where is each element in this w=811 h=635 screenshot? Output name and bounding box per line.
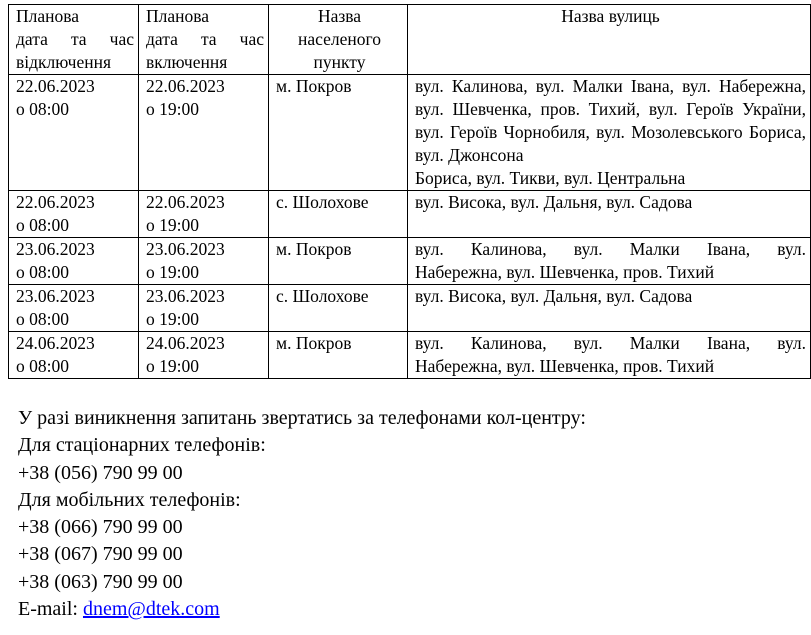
- off-time: о 08:00: [16, 215, 69, 235]
- on-date: 23.06.2023: [146, 239, 225, 259]
- header-on-line: включення: [146, 52, 228, 72]
- call-center-contacts: [18, 405, 586, 623]
- on-time: о 19:00: [146, 99, 199, 119]
- off-datetime-cell: [9, 238, 139, 285]
- header-settlement-line: Назва: [317, 6, 362, 26]
- on-date: 23.06.2023: [146, 286, 225, 306]
- mobile-phone: +38 (066) 790 99 00: [18, 516, 183, 539]
- off-time: о 08:00: [16, 356, 69, 376]
- header-on-datetime: [139, 5, 269, 75]
- streets-text: вул. Калинова, вул. Малки Івана, вул. Набережна, вул. Шевченка, пров. Тихий, вул. Героїв України, вул. Героїв Чорнобиля, вул. Мозолевського Бориса, вул. Джонсона: [415, 76, 806, 165]
- on-datetime-cell: [139, 191, 269, 238]
- header-settlement: [269, 5, 408, 75]
- email-link[interactable]: dnem@dtek.com: [82, 598, 220, 621]
- streets-cell: [408, 238, 811, 285]
- email-line: [18, 596, 586, 623]
- table-header-row: [9, 5, 811, 75]
- streets-text-last-line: Набережна, вул. Шевченка, пров. Тихий: [415, 356, 715, 376]
- contacts-intro: У разі виникнення запитань звертатись за телефонами кол-центру:: [18, 407, 586, 429]
- on-datetime-cell: [139, 238, 269, 285]
- mobile-phone: +38 (067) 790 99 00: [18, 543, 183, 566]
- off-date: 24.06.2023: [16, 333, 95, 353]
- streets-text-last-line: Бориса, вул. Тикви, вул. Центральна: [415, 168, 686, 188]
- on-date: 22.06.2023: [146, 192, 225, 212]
- streets-text-last-line: Набережна, вул. Шевченка, пров. Тихий: [415, 262, 715, 282]
- on-time: о 19:00: [146, 262, 199, 282]
- off-time: о 08:00: [16, 262, 69, 282]
- streets-cell: [408, 75, 811, 191]
- header-off-line: Планова: [16, 6, 80, 26]
- table-row: [9, 285, 811, 332]
- off-date: 23.06.2023: [16, 286, 95, 306]
- landline-phone: +38 (056) 790 99 00: [18, 461, 183, 484]
- settlement-cell: с. Шолохове: [269, 285, 408, 332]
- header-settlement-line: пункту: [313, 52, 366, 72]
- on-time: о 19:00: [146, 356, 199, 376]
- off-datetime-cell: [9, 285, 139, 332]
- settlement-cell: с. Шолохове: [269, 191, 408, 238]
- table-row: [9, 191, 811, 238]
- mobile-phone: +38 (063) 790 99 00: [18, 570, 183, 593]
- header-on-line: дата та час: [146, 29, 264, 49]
- off-date: 22.06.2023: [16, 76, 95, 96]
- outage-schedule-table: [8, 4, 811, 379]
- off-time: о 08:00: [16, 309, 69, 329]
- header-off-line: відключення: [16, 52, 112, 72]
- header-off-line: дата та час: [16, 29, 134, 49]
- landline-label: Для стаціонарних телефонів:: [18, 434, 266, 457]
- header-streets: Назва вулиць: [408, 5, 811, 75]
- mobile-label: Для мобільних телефонів:: [18, 488, 241, 511]
- off-datetime-cell: [9, 332, 139, 379]
- table-row: [9, 238, 811, 285]
- header-settlement-line: населеного: [298, 29, 381, 49]
- header-off-datetime: [9, 5, 139, 75]
- off-datetime-cell: [9, 75, 139, 191]
- on-date: 24.06.2023: [146, 333, 225, 353]
- on-time: о 19:00: [146, 309, 199, 329]
- on-datetime-cell: [139, 332, 269, 379]
- off-date: 23.06.2023: [16, 239, 95, 259]
- streets-cell: [408, 285, 811, 332]
- email-label: E-mail:: [18, 598, 78, 621]
- off-date: 22.06.2023: [16, 192, 95, 212]
- streets-cell: [408, 332, 811, 379]
- streets-text-last-line: вул. Висока, вул. Дальня, вул. Садова: [415, 286, 693, 306]
- streets-text: вул. Калинова, вул. Малки Івана, вул.: [415, 239, 806, 259]
- off-datetime-cell: [9, 191, 139, 238]
- on-date: 22.06.2023: [146, 76, 225, 96]
- settlement-cell: м. Покров: [269, 75, 408, 191]
- streets-cell: [408, 191, 811, 238]
- header-on-line: Планова: [146, 6, 210, 26]
- on-datetime-cell: [139, 285, 269, 332]
- streets-text: вул. Калинова, вул. Малки Івана, вул.: [415, 333, 806, 353]
- off-time: о 08:00: [16, 99, 69, 119]
- on-time: о 19:00: [146, 215, 199, 235]
- table-row: [9, 332, 811, 379]
- settlement-cell: м. Покров: [269, 332, 408, 379]
- table-row: [9, 75, 811, 191]
- on-datetime-cell: [139, 75, 269, 191]
- settlement-cell: м. Покров: [269, 238, 408, 285]
- streets-text-last-line: вул. Висока, вул. Дальня, вул. Садова: [415, 192, 693, 212]
